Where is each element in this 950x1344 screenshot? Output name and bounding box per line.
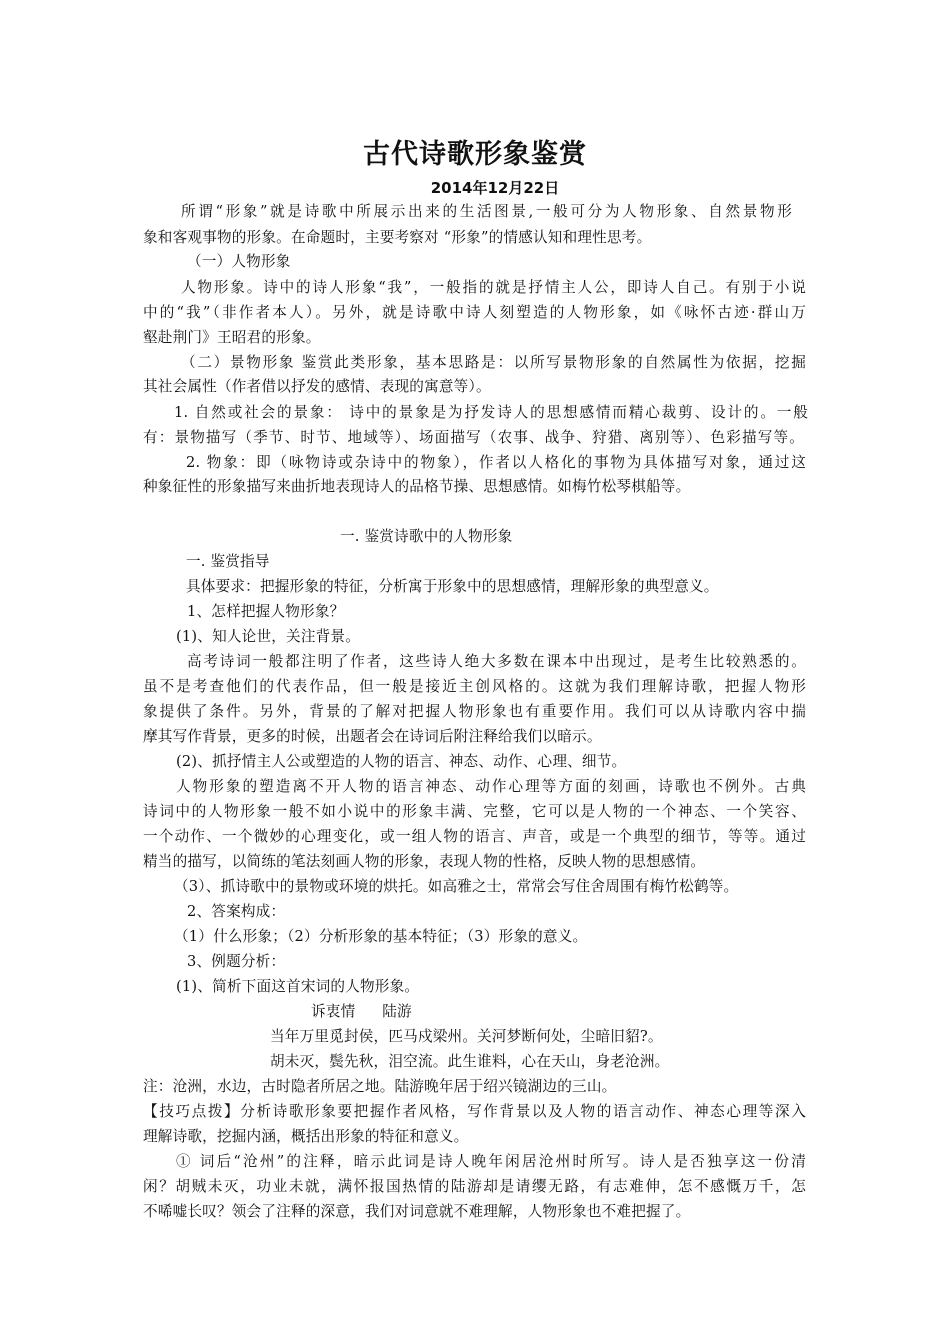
paragraph-line: 1. 自然或社会的景象： 诗中的景象是为抒发诗人的思想感情而精心裁剪、设计的。一般 [174,404,808,421]
paragraph-line: 虽不是考查他们的代表作品，但一般是接近主创风格的。这就为我们理解诗歌，把握人物形 [143,678,806,695]
paragraph-line: 精当的描写，以简练的笔法刻画人物的形象，表现人物的性格，反映人物的思想感情。 [143,853,706,870]
paragraph-line: 所谓“形象”就是诗歌中所展示出来的生活图景,一般可分为人物形象、自然景物形 [181,203,792,220]
paragraph-line: 象和客观事物的形象。在命题时，主要考察对 “形象”的情感认知和理性思考。 [143,229,652,246]
paragraph-line: 2. 物象：即（咏物诗或杂诗中的物象），作者以人格化的事物为具体描写对象，通过这 [186,454,806,471]
paragraph-line: 理解诗歌，挖掘内涵，概括出形象的特征和意义。 [143,1128,469,1145]
paragraph-line: 闲？胡贼未灭，功业未就，满怀报国热情的陆游却是请缨无路，有志难伸，怎不感慨万千，怎 [143,1178,806,1195]
subsection-heading: 3、例题分析： [187,953,286,970]
subsection-heading: (2)、抓抒情主人公或塑造的人物的语言、神态、动作、心理、细节。 [176,753,627,770]
poem-line: 胡未灭，鬓先秋，泪空流。此生谁料，心在天山，身老沧洲。 [270,1053,670,1070]
paragraph-line: (1)、简析下面这首宋词的人物形象。 [176,978,420,995]
paragraph-line: 【技巧点拨】分析诗歌形象要把握作者风格，写作背景以及人物的语言动作、神态心理等深入 [143,1103,806,1120]
poem-line: 当年万里觅封侯，匹马戍梁州。关河梦断何处，尘暗旧貂?。 [270,1028,663,1045]
paragraph-line: 人物形象的塑造离不开人物的语言神态、动作心理等方面的刻画，诗歌也不例外。古典 [176,778,806,795]
paragraph-line: 中的“我”（非作者本人）。另外，就是诗歌中诗人刻塑造的人物形象，如《咏怀古迹·群山万 [143,304,806,321]
subsection-heading: 一. 鉴赏指导 [186,553,270,570]
paragraph-line: 人物形象。诗中的诗人形象“我”，一般指的就是抒情主人公，即诗人自己。有别于小说 [181,279,806,296]
document-date: 2014年12月22日 [430,179,560,197]
annotation-note: 注：沧洲，水边，古时隐者所居之地。陆游晚年居于绍兴镜湖边的三山。 [143,1078,617,1095]
paragraph-line: （二）景物形象 鉴赏此类形象，基本思路是：以所写景物形象的自然属性为依据，挖掘 [181,354,806,371]
paragraph-line: 高考诗词一般都注明了作者，这些诗人绝大多数在课本中出现过，是考生比较熟悉的。 [187,653,806,670]
poem-title: 诉衷情 陆游 [311,1003,412,1020]
subsection-heading: 1、怎样把握人物形象？ [187,603,345,620]
paragraph-line: ① 词后“沧州”的注释，暗示此词是诗人晚年闲居沧州时所写。诗人是否独享这一份清 [176,1153,806,1170]
paragraph-line: （3）、抓诗歌中的景物或环境的烘托。如高雅之士，常常会写住舍周围有梅竹松鹤等。 [174,878,739,895]
subsection-heading: 2、答案构成： [187,903,286,920]
section-heading: （一）人物形象 [187,253,291,270]
paragraph-line: 具体要求：把握形象的特征，分析寓于形象中的思想感情，理解形象的典型意义。 [186,578,719,595]
paragraph-line: 壑赴荆门》王昭君的形象。 [143,329,321,346]
paragraph-line: 种象征性的形象描写来曲折地表现诗人的品格节操、思想感情。如梅竹松琴棋船等。 [143,478,691,495]
paragraph-line: （1）什么形象；（2）分析形象的基本特征；（3）形象的意义。 [174,928,588,945]
paragraph-line: 有：景物描写（季节、时节、地域等）、场面描写（农事、战争、狩猎、离别等）、色彩描写等。 [143,429,804,446]
paragraph-line: 象提供了条件。另外，背景的了解对把握人物形象也有重要作用。我们可以从诗歌内容中揣 [143,703,806,720]
document-title: 古代诗歌形象鉴赏 [363,139,587,170]
section-heading: 一. 鉴赏诗歌中的人物形象 [340,528,513,545]
paragraph-line: 一个动作、一个微妙的心理变化，或一组人物的语言、声音，或是一个典型的细节，等等。通过 [143,828,806,845]
paragraph-line: 不唏嘘长叹？领会了注释的深意，我们对词意就不难理解，人物形象也不难把握了。 [143,1203,691,1220]
paragraph-line: 诗词中的人物形象一般不如小说中的形象丰满、完整，它可以是人物的一个神态、一个笑容、 [143,803,806,820]
paragraph-line: 其社会属性（作者借以抒发的感情、表现的寓意等）。 [143,378,491,395]
paragraph-line: 摩其写作背景，更多的时候，出题者会在诗词后附注释给我们以暗示。 [143,728,602,745]
subsection-heading: (1)、知人论世，关注背景。 [176,628,361,645]
